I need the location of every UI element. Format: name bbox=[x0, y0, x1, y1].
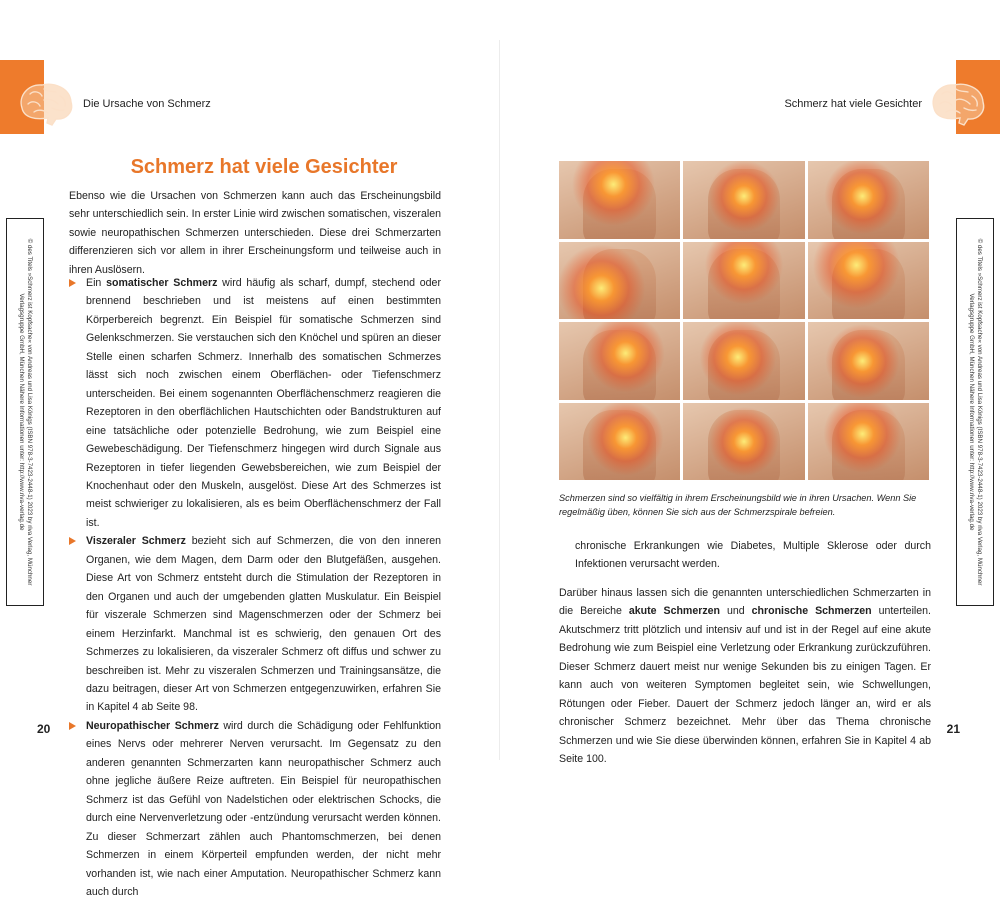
term-neuropathic: Neuropathischer Schmerz bbox=[86, 719, 219, 732]
photo-side-pain bbox=[808, 322, 929, 400]
page-number: 21 bbox=[946, 722, 960, 736]
term-somatic: somatischer Schmerz bbox=[106, 277, 218, 289]
term-acute: akute Schmerzen bbox=[628, 605, 721, 618]
list-item: Viszeraler Schmerz bezieht sich auf Schmerzen, die von den inneren Organen, wie dem Magen, dem Darm oder den Blutgefäßen, ausgehen. Diese Art von Schmerz entsteht durch die Stimulation der Rezeptoren in den Organen und auch der umgebenden glatten Muskulatur. Ein Beispiel für viszerale Schmerzen sind Magenschmerzen oder der Schmerz bei einem Herzinfarkt. Manchmal ist es schwierig, den genauen Ort des Schmerzes zu lokalisieren, da viszeraler Schmerz oft diffus und schwer zu beschreiben ist. Mehr zu viszeralen Schmerzen und Trainingsansätze, die dazu beitragen, dieser Art von Schmerzen entgegenzuwirken, erfahren Sie in Kapitel 4 ab Seite 98. bbox=[69, 532, 441, 717]
continuation-paragraph: chronische Erkrankungen wie Diabetes, Multiple Sklerose oder durch Infektionen verursacht werden. bbox=[575, 540, 931, 571]
photo-forearm-pain bbox=[683, 242, 804, 320]
list-item: Neuropathischer Schmerz wird durch die Schädigung oder Fehlfunktion eines Nervs oder mehrerer Nerven verursacht. Im Gegensatz zu den anderen genannten Schmerzarten kann neuropathischer Schmerz auch ohne jegliche äußere Reize auftreten. Ein Beispiel für neuropathischen Schmerz ist das Gefühl von Nadelstichen oder elektrischen Schocks, die durch eine Nervenverletzung oder -entzündung verursacht werden können. Zu dieser Schmerzart zählen auch Phantomschmerzen, bei denen Schmerzen in einem Körperteil empfunden werden, der nicht mehr vorhanden ist, wie nach einer Amputation. Neuropathischer Schmerz kann auch durch bbox=[69, 717, 441, 901]
copyright-sidebar bbox=[956, 218, 994, 606]
photo-shoulder-pain bbox=[808, 242, 929, 320]
page-number: 20 bbox=[37, 722, 51, 736]
running-head: Die Ursache von Schmerz bbox=[83, 98, 211, 110]
arrow-bullet-icon bbox=[69, 279, 76, 287]
brain-icon bbox=[14, 78, 76, 130]
brain-icon bbox=[926, 78, 988, 130]
term-chronic: chronische Schmerzen bbox=[751, 605, 872, 618]
arrow-bullet-icon bbox=[69, 537, 76, 545]
photo-elbow-pain bbox=[559, 242, 680, 320]
photo-chest-pain bbox=[683, 322, 804, 400]
term-visceral: Viszeraler Schmerz bbox=[86, 535, 186, 548]
copyright-note: © des Titels »Schmerz ist Kopfsache« von Andreas und Lisa Königs (ISBN 978-3-7423-2448-1) 2023 by riva Verlag, Münchner Verlagsgruppe GmbH, München Nähere Informationen unter: http://www.riva-verlag.de bbox=[18, 238, 33, 586]
arrow-bullet-icon bbox=[69, 722, 76, 730]
photo-upper-arm-pain bbox=[808, 403, 929, 481]
photo-neck-pain bbox=[559, 322, 680, 400]
copyright-note: © des Titels »Schmerz ist Kopfsache« von Andreas und Lisa Königs (ISBN 978-3-7423-2448-1) 2023 by riva Verlag, Münchner Verlagsgruppe GmbH, München Nähere Informationen unter: http://www.riva-verlag.de bbox=[968, 238, 983, 586]
intro-paragraph: Ebenso wie die Ursachen von Schmerzen kann auch das Erscheinungsbild sehr unterschiedlich sein. In erster Linie wird zwischen somatischen, viszeralen sowie neuropathischen Schmerzen unterschieden. Diese drei Schmerzarten differenzieren sich vor allem in ihrer Erscheinungsform und teilweise auch in ihren Auslösern. bbox=[69, 190, 441, 276]
photo-jaw-pain bbox=[808, 161, 929, 239]
photo-stomach-pain bbox=[683, 161, 804, 239]
photo-back-pain bbox=[559, 403, 680, 481]
running-head: Schmerz hat viele Gesichter bbox=[784, 98, 922, 110]
acute-chronic-paragraph: Darüber hinaus lassen sich die genannten unterschiedlichen Schmerzarten in die Bereiche akute Schmerzen und chronische Schmerzen unterteilen. Akutschmerz tritt plötzlich und intensiv auf und ist in der Regel auf eine akute Bedrohung wie zum Beispiel eine Verletzung oder Erkrankung zurückzuführen. Dieser Schmerz dauert meist nur wenige Sekunden bis zu einigen Tagen. Er kann auch von weiteren Symptomen begleitet sein, wie Schwellungen, Rötungen oder Fieber. Dauert der Schmerz jedoch länger an, wird er als chronischer Schmerz bezeichnet. Mehr über das Thema chronische Schmerzen und wie Sie diese überwinden können, erfahren Sie in Kapitel 4 ab Seite 100. bbox=[559, 587, 931, 766]
page-title: Schmerz hat viele Gesichter bbox=[130, 156, 398, 178]
photo-hip-pain bbox=[683, 403, 804, 481]
list-item: Ein somatischer Schmerz wird häufig als scharf, dumpf, stechend oder brennend beschrieben und ist meistens auf einen bestimmten Körperbereich begrenzt. Ein Beispiel für somatische Schmerzen sind Gelenkschmerzen. Sie verstauchen sich den Knöchel und spüren an dieser Stelle einen scharfen Schmerz. Innerhalb des somatischen Schmerzes lässt sich noch zwischen einem Oberflächen- oder Tiefenschmerz unterscheiden. Bei einem sogenannten Oberflächenschmerz reagieren die Rezeptoren in den oberflächlichen Hautschichten oder Bandstrukturen auf eine tatsächliche oder potenzielle Bedrohung, wie zum Beispiel eine Gewebeschädigung. Der Tiefenschmerz hingegen wird durch Signale aus Rezeptoren in tiefer liegenden Gewebsbereichen, wie zum Beispiel der Knochenhaut oder den Muskeln, ausgelöst. Diese Art des Schmerzes ist meist schwieriger zu lokalisieren, als es beim Oberflächenschmerz der Fall ist. bbox=[69, 274, 441, 532]
left-page bbox=[0, 0, 500, 898]
photo-caption: Schmerzen sind so vielfältig in ihrem Erscheinungsbild wie in ihren Ursachen. Wenn Sie regelmäßig üben, können Sie sich aus der Schmerzspirale befreien. bbox=[559, 493, 917, 517]
photo-arm-pain bbox=[559, 161, 680, 239]
pain-photo-collage bbox=[559, 161, 929, 480]
copyright-sidebar bbox=[6, 218, 44, 606]
bullet-list bbox=[69, 274, 441, 901]
